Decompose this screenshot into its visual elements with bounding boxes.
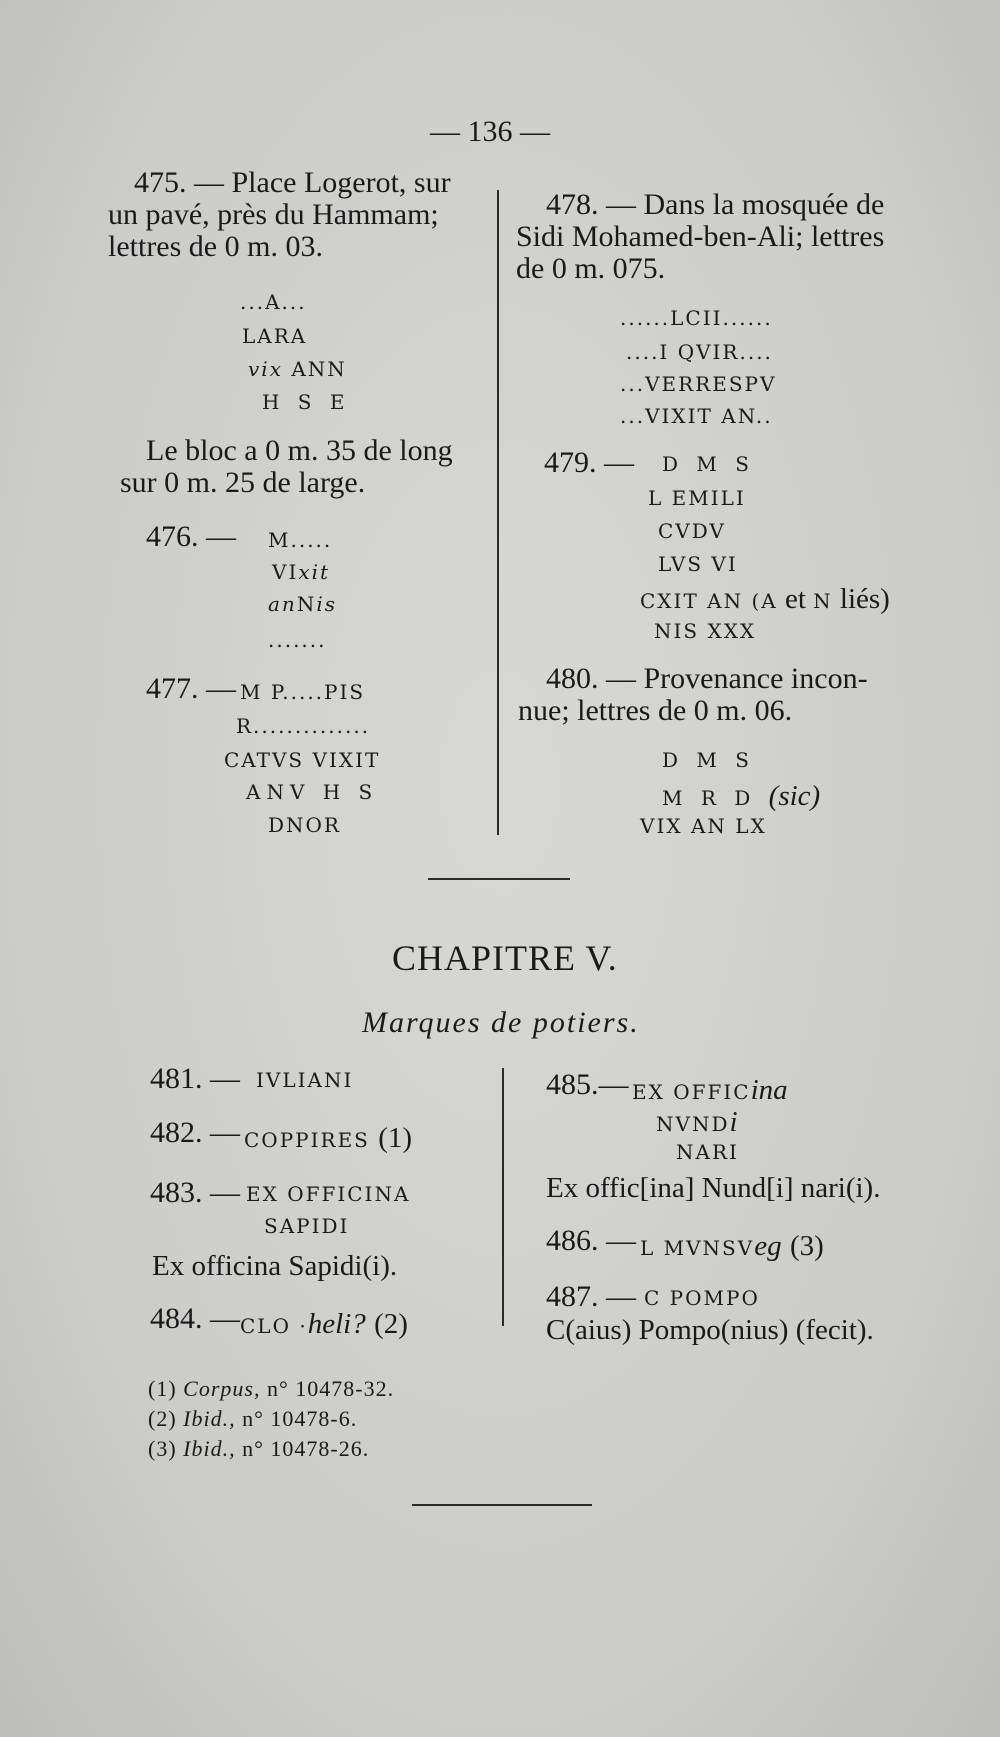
footnote-3: (3) Ibid., n° 10478-26. [148, 1436, 370, 1461]
entry-479-inscription-6: NIS XXX [654, 619, 757, 643]
entry-479-inscription-3: CVDV [658, 519, 726, 543]
mark-481: IVLIANI [256, 1068, 354, 1092]
entry-476-inscription-1: M..... [268, 528, 333, 552]
entry-476-inscription-2: VIxit [272, 560, 331, 584]
mark-483-line-2: SAPIDI [264, 1214, 350, 1238]
mark-486: L MVNSVeg (3) [640, 1230, 824, 1262]
entry-477-number: 477. — [146, 672, 236, 705]
entry-478-line-2: Sidi Mohamed-ben-Ali; lettres [516, 220, 885, 253]
mark-487-number: 487. — [546, 1280, 636, 1313]
entry-479-inscription-1: D M S [662, 452, 755, 476]
mark-483-number: 483. — [150, 1176, 240, 1209]
entry-475-inscription-1: ...A... [240, 290, 307, 314]
entry-480-inscription-1: D M S [662, 748, 755, 772]
entry-478-inscription-4: ...VIXIT AN.. [620, 404, 773, 428]
chapter-title: CHAPITRE V. [392, 938, 618, 978]
mark-487-reading: C(aius) Pompo(nius) (fecit). [546, 1314, 874, 1346]
mark-486-number: 486. — [546, 1224, 636, 1257]
entry-477-inscription-1: M P.....PIS [240, 680, 366, 704]
mark-485-number: 485.— [546, 1068, 629, 1101]
entry-478-line-1: 478. — Dans la mosquée de [546, 188, 885, 221]
mark-485-line-1: EX OFFICina [632, 1074, 788, 1106]
entry-480-inscription-2: M R D (sic) [662, 780, 821, 812]
mark-484: CLO ·heli? (2) [240, 1308, 408, 1340]
entry-478-inscription-3: ...VERRESPV [620, 372, 777, 396]
entry-476-inscription-4: ....... [268, 628, 327, 652]
mark-482-number: 482. — [150, 1116, 240, 1149]
section-rule [428, 878, 570, 880]
chapter-subtitle: Marques de potiers. [362, 1006, 640, 1039]
entry-478-line-3: de 0 m. 075. [516, 252, 666, 285]
entry-477-inscription-4: ANV H S [246, 780, 379, 804]
entry-475-line-3: lettres de 0 m. 03. [108, 230, 323, 263]
page-number: — 136 — [430, 115, 550, 148]
mark-484-number: 484. — [150, 1302, 240, 1335]
entry-475-note-1: Le bloc a 0 m. 35 de long [146, 434, 453, 467]
entry-479-inscription-2: L EMILI [648, 486, 746, 510]
mark-483-line-1: EX OFFICINA [246, 1182, 411, 1206]
entry-475-inscription-3: vix ANN [248, 357, 347, 381]
mark-483-reading: Ex officina Sapidi(i). [152, 1250, 398, 1282]
column-divider-top [497, 190, 499, 835]
mark-485-line-2: NVNDi [656, 1106, 738, 1138]
entry-475-inscription-4: H S E [262, 390, 351, 414]
mark-487-line-1: C POMPO [644, 1286, 760, 1310]
entry-476-inscription-3: anNis [268, 592, 337, 616]
entry-476-number: 476. — [146, 520, 236, 553]
entry-475-line-2: un pavé, près du Hammam; [108, 198, 439, 231]
mark-485-line-3: NARI [676, 1140, 739, 1164]
entry-478-inscription-1: ......LCII...... [620, 306, 773, 330]
entry-479-inscription-4: LVS VI [658, 552, 738, 576]
entry-475-line-1: 475. — Place Logerot, sur [134, 166, 451, 199]
entry-477-inscription-5: DNOR [268, 813, 341, 837]
bottom-rule [412, 1504, 592, 1506]
entry-480-inscription-3: VIX AN LX [640, 814, 767, 838]
mark-482: COPPIRES (1) [244, 1122, 413, 1154]
footnote-2: (2) Ibid., n° 10478-6. [148, 1406, 358, 1431]
entry-477-inscription-2: R.............. [236, 714, 371, 738]
entry-478-inscription-2: ....I QVIR.... [626, 340, 773, 364]
entry-475-note-2: sur 0 m. 25 de large. [120, 466, 366, 499]
entry-475-inscription-2: LARA [242, 324, 308, 348]
entry-480-line-2: nue; lettres de 0 m. 06. [518, 694, 793, 727]
entry-479-number: 479. — [544, 446, 634, 479]
mark-485-reading: Ex offic[ina] Nund[i] nari(i). [546, 1172, 881, 1204]
entry-479-inscription-5: CXIT AN (A et N liés) [640, 583, 890, 615]
column-divider-marks [502, 1068, 504, 1326]
entry-477-inscription-3: CATVS VIXIT [224, 748, 381, 772]
entry-480-line-1: 480. — Provenance incon- [546, 662, 868, 695]
mark-481-number: 481. — [150, 1062, 240, 1095]
footnote-1: (1) Corpus, n° 10478-32. [148, 1376, 395, 1401]
